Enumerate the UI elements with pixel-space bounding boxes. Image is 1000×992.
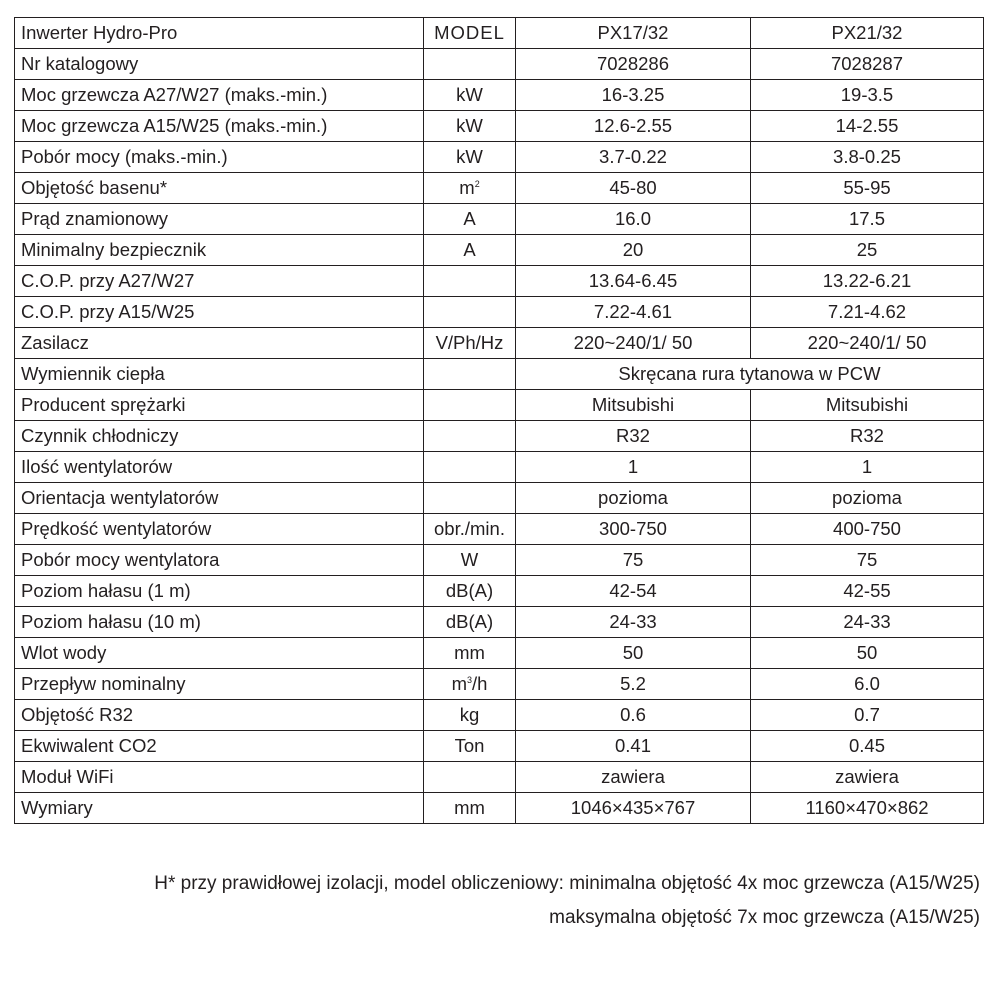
table-row	[15, 514, 984, 545]
value-px17: 42-54	[516, 576, 751, 607]
value-px17: 50	[516, 638, 751, 669]
row-label: Producent sprężarki	[15, 390, 424, 421]
value-px17: 12.6-2.55	[516, 111, 751, 142]
row-unit	[424, 359, 516, 390]
unit-base: m	[451, 673, 467, 694]
row-unit: kW	[424, 80, 516, 111]
table-row	[15, 669, 984, 700]
value-px21: pozioma	[751, 483, 984, 514]
table-row	[15, 328, 984, 359]
value-px17: 45-80	[516, 173, 751, 204]
row-unit	[424, 297, 516, 328]
row-label: Ekwiwalent CO2	[15, 731, 424, 762]
row-label: Inwerter Hydro-Pro	[15, 18, 424, 49]
unit-base: m	[459, 177, 475, 198]
row-label: Zasilacz	[15, 328, 424, 359]
value-px17: 16.0	[516, 204, 751, 235]
row-unit	[424, 669, 516, 700]
value-px17: 1	[516, 452, 751, 483]
row-unit: W	[424, 545, 516, 576]
row-label: Prąd znamionowy	[15, 204, 424, 235]
value-px21: 14-2.55	[751, 111, 984, 142]
row-label: Wymiary	[15, 793, 424, 824]
row-label: Wymiennik ciepła	[15, 359, 424, 390]
row-unit	[424, 452, 516, 483]
value-px17: 7028286	[516, 49, 751, 80]
table-row	[15, 452, 984, 483]
footnote-line-2: maksymalna objętość 7x moc grzewcza (A15/W25)	[549, 907, 980, 928]
row-label: Prędkość wentylatorów	[15, 514, 424, 545]
value-px21: 0.7	[751, 700, 984, 731]
value-px21: 6.0	[751, 669, 984, 700]
row-unit	[424, 762, 516, 793]
value-px21: 3.8-0.25	[751, 142, 984, 173]
row-unit	[424, 49, 516, 80]
model-px21-header: PX21/32	[751, 18, 984, 49]
table-row	[15, 576, 984, 607]
value-px21: 13.22-6.21	[751, 266, 984, 297]
row-label: Poziom hałasu (10 m)	[15, 607, 424, 638]
value-px17: 24-33	[516, 607, 751, 638]
row-label: Objętość basenu*	[15, 173, 424, 204]
row-unit: V/Ph/Hz	[424, 328, 516, 359]
value-px21: 50	[751, 638, 984, 669]
row-label: Czynnik chłodniczy	[15, 421, 424, 452]
value-px21: R32	[751, 421, 984, 452]
table-row	[15, 483, 984, 514]
value-px21: 24-33	[751, 607, 984, 638]
value-px17: 220~240/1/ 50	[516, 328, 751, 359]
value-px21: 7028287	[751, 49, 984, 80]
row-unit: A	[424, 204, 516, 235]
row-label: Nr katalogowy	[15, 49, 424, 80]
value-px21: 17.5	[751, 204, 984, 235]
table-row	[15, 700, 984, 731]
table-row	[15, 49, 984, 80]
value-px21: 7.21-4.62	[751, 297, 984, 328]
table-row	[15, 297, 984, 328]
table-row	[15, 266, 984, 297]
row-label: Moc grzewcza A15/W25 (maks.-min.)	[15, 111, 424, 142]
row-unit	[424, 266, 516, 297]
value-px21: zawiera	[751, 762, 984, 793]
value-px21: 0.45	[751, 731, 984, 762]
value-px17: 5.2	[516, 669, 751, 700]
value-px17: 13.64-6.45	[516, 266, 751, 297]
row-label: Poziom hałasu (1 m)	[15, 576, 424, 607]
row-unit	[424, 173, 516, 204]
row-unit: obr./min.	[424, 514, 516, 545]
value-px21: 75	[751, 545, 984, 576]
table-row	[15, 793, 984, 824]
spec-table	[14, 17, 984, 824]
row-label: Orientacja wentylatorów	[15, 483, 424, 514]
table-row	[15, 731, 984, 762]
row-unit: dB(A)	[424, 576, 516, 607]
row-unit: mm	[424, 793, 516, 824]
value-px17: zawiera	[516, 762, 751, 793]
value-px17: 75	[516, 545, 751, 576]
row-label: Moc grzewcza A27/W27 (maks.-min.)	[15, 80, 424, 111]
row-label: Ilość wentylatorów	[15, 452, 424, 483]
footnote-line-1: H* przy prawidłowej izolacji, model obliczeniowy: minimalna objętość 4x moc grzewcza (A15/W25)	[154, 873, 980, 894]
value-px17: 3.7-0.22	[516, 142, 751, 173]
value-px17: 0.41	[516, 731, 751, 762]
row-label: Przepływ nominalny	[15, 669, 424, 700]
value-px17: pozioma	[516, 483, 751, 514]
value-px17: 16-3.25	[516, 80, 751, 111]
value-px21: 220~240/1/ 50	[751, 328, 984, 359]
row-unit: A	[424, 235, 516, 266]
table-row	[15, 390, 984, 421]
row-unit: kW	[424, 111, 516, 142]
unit-suffix: /h	[472, 673, 488, 694]
row-label: Moduł WiFi	[15, 762, 424, 793]
value-px17: 20	[516, 235, 751, 266]
value-px21: 25	[751, 235, 984, 266]
value-px21: 1	[751, 452, 984, 483]
value-px17: 1046×435×767	[516, 793, 751, 824]
table-row	[15, 545, 984, 576]
row-unit: kg	[424, 700, 516, 731]
row-unit	[424, 421, 516, 452]
table-row	[15, 204, 984, 235]
row-unit: MODEL	[424, 18, 516, 49]
row-value-merged: Skręcana rura tytanowa w PCW	[516, 359, 984, 390]
value-px21: Mitsubishi	[751, 390, 984, 421]
table-row	[15, 80, 984, 111]
row-label: C.O.P. przy A27/W27	[15, 266, 424, 297]
row-label: Minimalny bezpiecznik	[15, 235, 424, 266]
value-px21: 400-750	[751, 514, 984, 545]
table-row	[15, 638, 984, 669]
row-label: Pobór mocy wentylatora	[15, 545, 424, 576]
unit-superscript: 3	[466, 675, 472, 685]
value-px21: 19-3.5	[751, 80, 984, 111]
header-row	[15, 18, 984, 49]
table-row	[15, 142, 984, 173]
row-label: C.O.P. przy A15/W25	[15, 297, 424, 328]
table-row	[15, 762, 984, 793]
value-px21: 55-95	[751, 173, 984, 204]
row-unit: dB(A)	[424, 607, 516, 638]
unit-superscript: 2	[474, 179, 480, 189]
value-px17: R32	[516, 421, 751, 452]
table-row	[15, 359, 984, 390]
value-px17: 300-750	[516, 514, 751, 545]
row-unit: Ton	[424, 731, 516, 762]
row-label: Wlot wody	[15, 638, 424, 669]
model-px17-header: PX17/32	[516, 18, 751, 49]
row-label: Objętość R32	[15, 700, 424, 731]
row-unit	[424, 483, 516, 514]
value-px21: 1160×470×862	[751, 793, 984, 824]
row-unit: mm	[424, 638, 516, 669]
table-row	[15, 173, 984, 204]
footnote	[154, 867, 980, 935]
value-px17: Mitsubishi	[516, 390, 751, 421]
row-unit: kW	[424, 142, 516, 173]
row-unit	[424, 390, 516, 421]
table-row	[15, 421, 984, 452]
table-row	[15, 111, 984, 142]
table-row	[15, 607, 984, 638]
value-px17: 0.6	[516, 700, 751, 731]
value-px17: 7.22-4.61	[516, 297, 751, 328]
table-row	[15, 235, 984, 266]
spec-table-body	[15, 18, 984, 824]
row-label: Pobór mocy (maks.-min.)	[15, 142, 424, 173]
value-px21: 42-55	[751, 576, 984, 607]
